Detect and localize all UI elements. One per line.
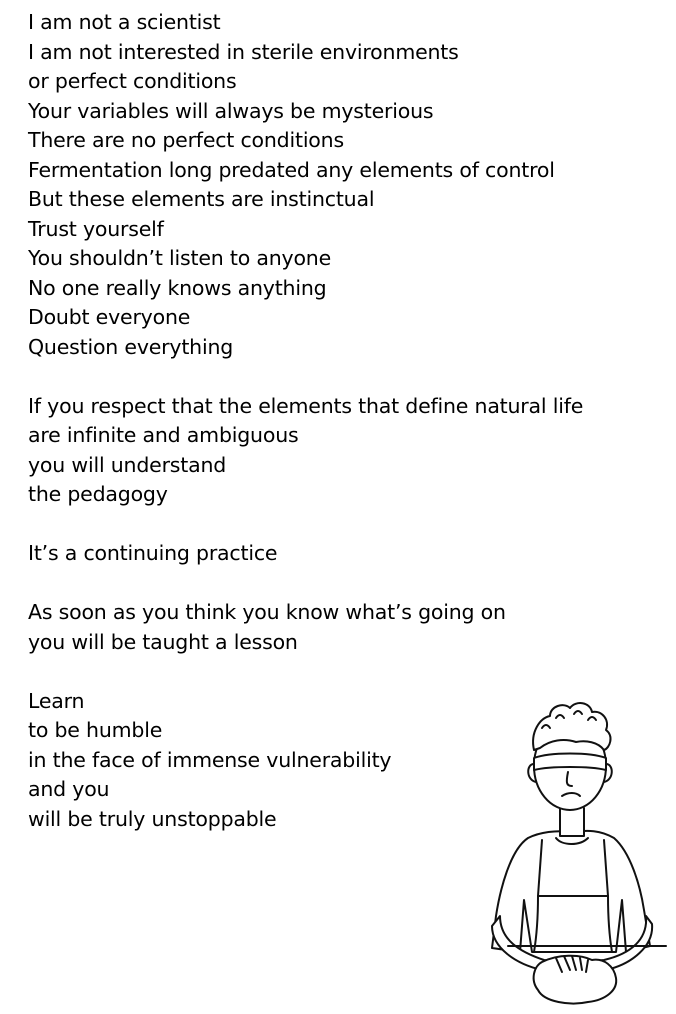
blindfold-shape bbox=[534, 754, 606, 771]
poem-line: I am not interested in sterile environments bbox=[28, 39, 459, 64]
poem-line: I am not a scientist bbox=[28, 10, 221, 34]
poem-line: and you bbox=[28, 777, 110, 801]
blindfolded-person-kneading-dough-icon bbox=[480, 690, 670, 1010]
poem-line: or perfect conditions bbox=[28, 69, 237, 93]
poem-line: You shouldn’t listen to anyone bbox=[28, 246, 331, 270]
poem-line: Fermentation long predated any elements of control bbox=[28, 157, 555, 182]
poem-stanza-2 bbox=[28, 392, 628, 510]
poem-line: will be truly unstoppable bbox=[28, 806, 277, 831]
poem-line: you will understand bbox=[28, 452, 227, 477]
poem-line: to be humble bbox=[28, 718, 163, 742]
poem-stanza-3 bbox=[28, 539, 628, 569]
poem-line: Your variables will always be mysterious bbox=[28, 98, 434, 123]
poem-line: If you respect that the elements that define natural life bbox=[28, 393, 584, 418]
poem-line: are infinite and ambiguous bbox=[28, 423, 299, 447]
poem-line: you will be taught a lesson bbox=[28, 629, 298, 654]
poem-line: Trust yourself bbox=[28, 216, 164, 241]
poem-line: There are no perfect conditions bbox=[28, 128, 344, 152]
poem-line: It’s a continuing practice bbox=[28, 541, 278, 565]
poem-line: As soon as you think you know what’s going on bbox=[28, 600, 506, 624]
poem-stanza-1 bbox=[28, 8, 628, 362]
poem-line: No one really knows anything bbox=[28, 275, 327, 300]
poem-line: Question everything bbox=[28, 334, 234, 359]
poem-line: the pedagogy bbox=[28, 482, 168, 506]
poem-line: in the face of immense vulnerability bbox=[28, 747, 392, 772]
poem-line: Learn bbox=[28, 688, 85, 713]
poem-line: But these elements are instinctual bbox=[28, 187, 375, 211]
poem-stanza-4 bbox=[28, 598, 628, 657]
poem-line: Doubt everyone bbox=[28, 305, 191, 329]
